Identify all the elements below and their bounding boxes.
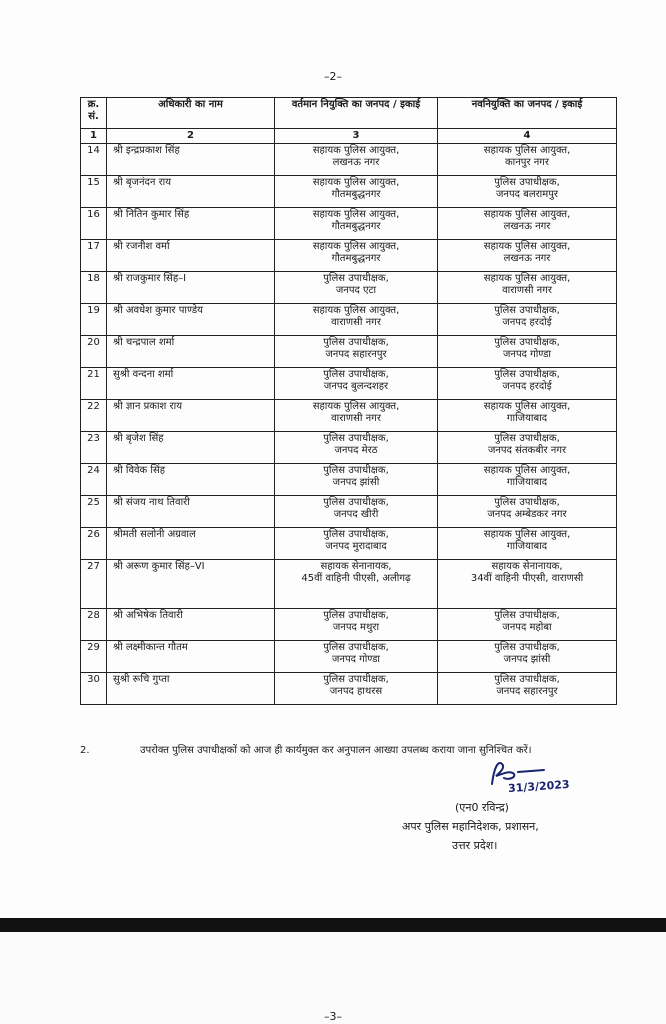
current-posting-cell (275, 240, 438, 272)
col-number: 4 (438, 129, 617, 144)
new-location: जनपद अम्बेडकर नगर (487, 509, 567, 520)
current-location: 45वीं वाहिनी पीएसी, अलीगढ़ (301, 573, 411, 584)
signatory-name: (एन0 रविन्द्र) (455, 801, 509, 814)
header-current-posting: वर्तमान नियुक्ति का जनपद / इकाई (275, 98, 438, 129)
new-posting-cell (438, 272, 617, 304)
table-row (81, 673, 617, 705)
new-location: गाजियाबाद (506, 477, 548, 488)
officer-name-cell: श्री चन्द्रपाल शर्मा (107, 336, 275, 368)
new-designation: पुलिस उपाधीक्षक, (494, 305, 560, 316)
table-row (81, 176, 617, 208)
current-designation: सहायक सेनानायक, (320, 561, 392, 572)
new-designation: सहायक सेनानायक, (491, 561, 563, 572)
new-location: जनपद झांसी (503, 654, 551, 665)
officer-name-cell: श्री अवधेश कुमार पाण्डेय (107, 304, 275, 336)
new-location: जनपद महोबा (502, 622, 552, 633)
current-posting-cell (275, 496, 438, 528)
officer-name-cell: श्री इन्द्रप्रकाश सिंह (107, 144, 275, 176)
new-location: जनपद संतकबीर नगर (487, 445, 567, 456)
table-row (81, 208, 617, 240)
current-location: जनपद झांसी (332, 477, 380, 488)
col-number: 1 (81, 129, 107, 144)
table-row (81, 496, 617, 528)
new-location: लखनऊ नगर (503, 221, 551, 232)
current-designation: पुलिस उपाधीक्षक, (323, 497, 389, 508)
current-designation: सहायक पुलिस आयुक्त, (312, 241, 400, 252)
current-posting-cell (275, 641, 438, 673)
current-posting-cell (275, 609, 438, 641)
new-location: गाजियाबाद (506, 413, 548, 424)
current-designation: पुलिस उपाधीक्षक, (323, 337, 389, 348)
table-row (81, 641, 617, 673)
officer-name-cell: श्री बृजनंदन राय (107, 176, 275, 208)
page-number: –2– (324, 70, 342, 83)
column-number-row (81, 129, 617, 144)
officer-name-cell: श्री बृजेश सिंह (107, 432, 275, 464)
current-posting-cell (275, 336, 438, 368)
new-posting-cell (438, 208, 617, 240)
new-location: लखनऊ नगर (503, 253, 551, 264)
transfer-table (80, 97, 617, 705)
officer-name-cell: सुश्री वन्दना शर्मा (107, 368, 275, 400)
col-number: 3 (275, 129, 438, 144)
serial-number-cell: 30 (81, 673, 107, 705)
table-row (81, 432, 617, 464)
new-location: कानपुर नगर (504, 157, 550, 168)
new-posting-cell (438, 609, 617, 641)
new-designation: पुलिस उपाधीक्षक, (494, 674, 560, 685)
new-designation: पुलिस उपाधीक्षक, (494, 497, 560, 508)
serial-number-cell: 17 (81, 240, 107, 272)
serial-number-cell: 22 (81, 400, 107, 432)
current-designation: पुलिस उपाधीक्षक, (323, 529, 389, 540)
table-row (81, 528, 617, 560)
current-posting-cell (275, 208, 438, 240)
serial-number-cell: 23 (81, 432, 107, 464)
new-posting-cell (438, 432, 617, 464)
current-posting-cell (275, 528, 438, 560)
new-posting-cell (438, 176, 617, 208)
current-posting-cell (275, 464, 438, 496)
current-posting-cell (275, 560, 438, 609)
new-location: जनपद गोण्डा (502, 349, 552, 360)
current-posting-cell (275, 400, 438, 432)
new-designation: सहायक पुलिस आयुक्त, (483, 145, 571, 156)
new-designation: पुलिस उपाधीक्षक, (494, 610, 560, 621)
serial-number-cell: 15 (81, 176, 107, 208)
current-posting-cell (275, 673, 438, 705)
col-number: 2 (107, 129, 275, 144)
serial-number-cell: 20 (81, 336, 107, 368)
current-location: जनपद एटा (335, 285, 377, 296)
new-location: जनपद सहारनपुर (496, 686, 558, 697)
new-designation: सहायक पुलिस आयुक्त, (483, 401, 571, 412)
page-number-next: –3– (324, 1010, 342, 1023)
new-designation: पुलिस उपाधीक्षक, (494, 433, 560, 444)
new-designation: पुलिस उपाधीक्षक, (494, 337, 560, 348)
table-row (81, 336, 617, 368)
current-location: गौतमबुद्धनगर (331, 221, 381, 232)
table-row (81, 400, 617, 432)
new-location: जनपद हरदोई (502, 317, 552, 328)
table-row (81, 304, 617, 336)
serial-number-cell: 16 (81, 208, 107, 240)
current-designation: सहायक पुलिस आयुक्त, (312, 401, 400, 412)
serial-number-cell: 29 (81, 641, 107, 673)
current-location: जनपद बुलन्दशहर (323, 381, 389, 392)
table-row (81, 240, 617, 272)
current-location: जनपद मुरादाबाद (325, 541, 387, 552)
officer-name-cell: श्री विवेक सिंह (107, 464, 275, 496)
new-posting-cell (438, 144, 617, 176)
current-location: जनपद खीरी (333, 509, 379, 520)
current-posting-cell (275, 432, 438, 464)
serial-number-cell: 27 (81, 560, 107, 609)
new-location: 34वीं वाहिनी पीएसी, वाराणसी (470, 573, 584, 584)
new-posting-cell (438, 240, 617, 272)
current-location: जनपद मेरठ (334, 445, 378, 456)
current-designation: सहायक पुलिस आयुक्त, (312, 209, 400, 220)
current-posting-cell (275, 272, 438, 304)
serial-number-cell: 28 (81, 609, 107, 641)
new-posting-cell (438, 560, 617, 609)
signatory-place: उत्तर प्रदेश। (452, 839, 498, 852)
table-row (81, 272, 617, 304)
officer-name-cell: श्री ज्ञान प्रकाश राय (107, 400, 275, 432)
current-location: जनपद मथुरा (332, 622, 380, 633)
new-location: वाराणसी नगर (502, 285, 552, 296)
officer-name-cell: श्री संजय नाथ तिवारी (107, 496, 275, 528)
current-designation: सहायक पुलिस आयुक्त, (312, 177, 400, 188)
current-location: जनपद सहारनपुर (325, 349, 387, 360)
current-designation: पुलिस उपाधीक्षक, (323, 369, 389, 380)
current-location: जनपद हाथरस (329, 686, 383, 697)
officer-name-cell: श्री लक्ष्मीकान्त गौतम (107, 641, 275, 673)
officer-name-cell: श्रीमती सलोनी अग्रवाल (107, 528, 275, 560)
new-location: जनपद हरदोई (502, 381, 552, 392)
current-location: वाराणसी नगर (331, 413, 381, 424)
new-posting-cell (438, 528, 617, 560)
new-posting-cell (438, 304, 617, 336)
signatory-title: अपर पुलिस महानिदेशक, प्रशासन, (402, 820, 539, 833)
current-posting-cell (275, 368, 438, 400)
current-designation: पुलिस उपाधीक्षक, (323, 642, 389, 653)
instruction-note (80, 743, 616, 758)
new-designation: सहायक पुलिस आयुक्त, (483, 209, 571, 220)
header-name: अधिकारी का नाम (107, 98, 275, 129)
officer-name-cell: श्री नितिन कुमार सिंह (107, 208, 275, 240)
current-designation: पुलिस उपाधीक्षक, (323, 273, 389, 284)
serial-number-cell: 14 (81, 144, 107, 176)
note-number: 2. (80, 745, 90, 756)
new-posting-cell (438, 496, 617, 528)
serial-number-cell: 24 (81, 464, 107, 496)
new-posting-cell (438, 464, 617, 496)
current-location: जनपद गोण्डा (331, 654, 381, 665)
new-designation: पुलिस उपाधीक्षक, (494, 177, 560, 188)
current-designation: पुलिस उपाधीक्षक, (323, 610, 389, 621)
new-location: जनपद बलरामपुर (495, 189, 559, 200)
page-divider (0, 918, 666, 932)
current-posting-cell (275, 176, 438, 208)
new-designation: सहायक पुलिस आयुक्त, (483, 241, 571, 252)
serial-number-cell: 19 (81, 304, 107, 336)
officer-name-cell: सुश्री रूचि गुप्ता (107, 673, 275, 705)
new-designation: सहायक पुलिस आयुक्त, (483, 273, 571, 284)
new-posting-cell (438, 368, 617, 400)
new-posting-cell (438, 400, 617, 432)
current-designation: सहायक पुलिस आयुक्त, (312, 305, 400, 316)
current-designation: सहायक पुलिस आयुक्त, (312, 145, 400, 156)
serial-number-cell: 21 (81, 368, 107, 400)
new-designation: सहायक पुलिस आयुक्त, (483, 465, 571, 476)
header-sn: क्र. सं. (81, 98, 107, 129)
new-designation: सहायक पुलिस आयुक्त, (483, 529, 571, 540)
serial-number-cell: 26 (81, 528, 107, 560)
table-row (81, 368, 617, 400)
table-header-row (81, 98, 617, 129)
current-posting-cell (275, 304, 438, 336)
new-location: गाजियाबाद (506, 541, 548, 552)
header-new-posting: नवनियुक्ति का जनपद / इकाई (438, 98, 617, 129)
table-row (81, 144, 617, 176)
current-location: लखनऊ नगर (332, 157, 380, 168)
table-row (81, 609, 617, 641)
next-document-page (0, 932, 666, 1024)
current-location: गौतमबुद्धनगर (331, 253, 381, 264)
new-designation: पुलिस उपाधीक्षक, (494, 642, 560, 653)
new-posting-cell (438, 336, 617, 368)
table-row (81, 560, 617, 609)
current-location: गौतमबुद्धनगर (331, 189, 381, 200)
table-row (81, 464, 617, 496)
officer-name-cell: श्री रजनीश वर्मा (107, 240, 275, 272)
officer-name-cell: श्री अभिषेक तिवारी (107, 609, 275, 641)
serial-number-cell: 25 (81, 496, 107, 528)
current-designation: पुलिस उपाधीक्षक, (323, 433, 389, 444)
current-location: वाराणसी नगर (331, 317, 381, 328)
new-posting-cell (438, 641, 617, 673)
current-designation: पुलिस उपाधीक्षक, (323, 674, 389, 685)
current-posting-cell (275, 144, 438, 176)
new-posting-cell (438, 673, 617, 705)
serial-number-cell: 18 (81, 272, 107, 304)
officer-name-cell: श्री राजकुमार सिंह–I (107, 272, 275, 304)
note-text: उपरोक्त पुलिस उपाधीक्षकों को आज ही कार्यमुक्त कर अनुपालन आख्या उपलब्ध कराया जाना सुनिश्चित करें। (140, 745, 532, 756)
officer-name-cell: श्री अरूण कुमार सिंह–VI (107, 560, 275, 609)
signature-date: 31/3/2023 (507, 777, 571, 796)
current-designation: पुलिस उपाधीक्षक, (323, 465, 389, 476)
new-designation: पुलिस उपाधीक्षक, (494, 369, 560, 380)
